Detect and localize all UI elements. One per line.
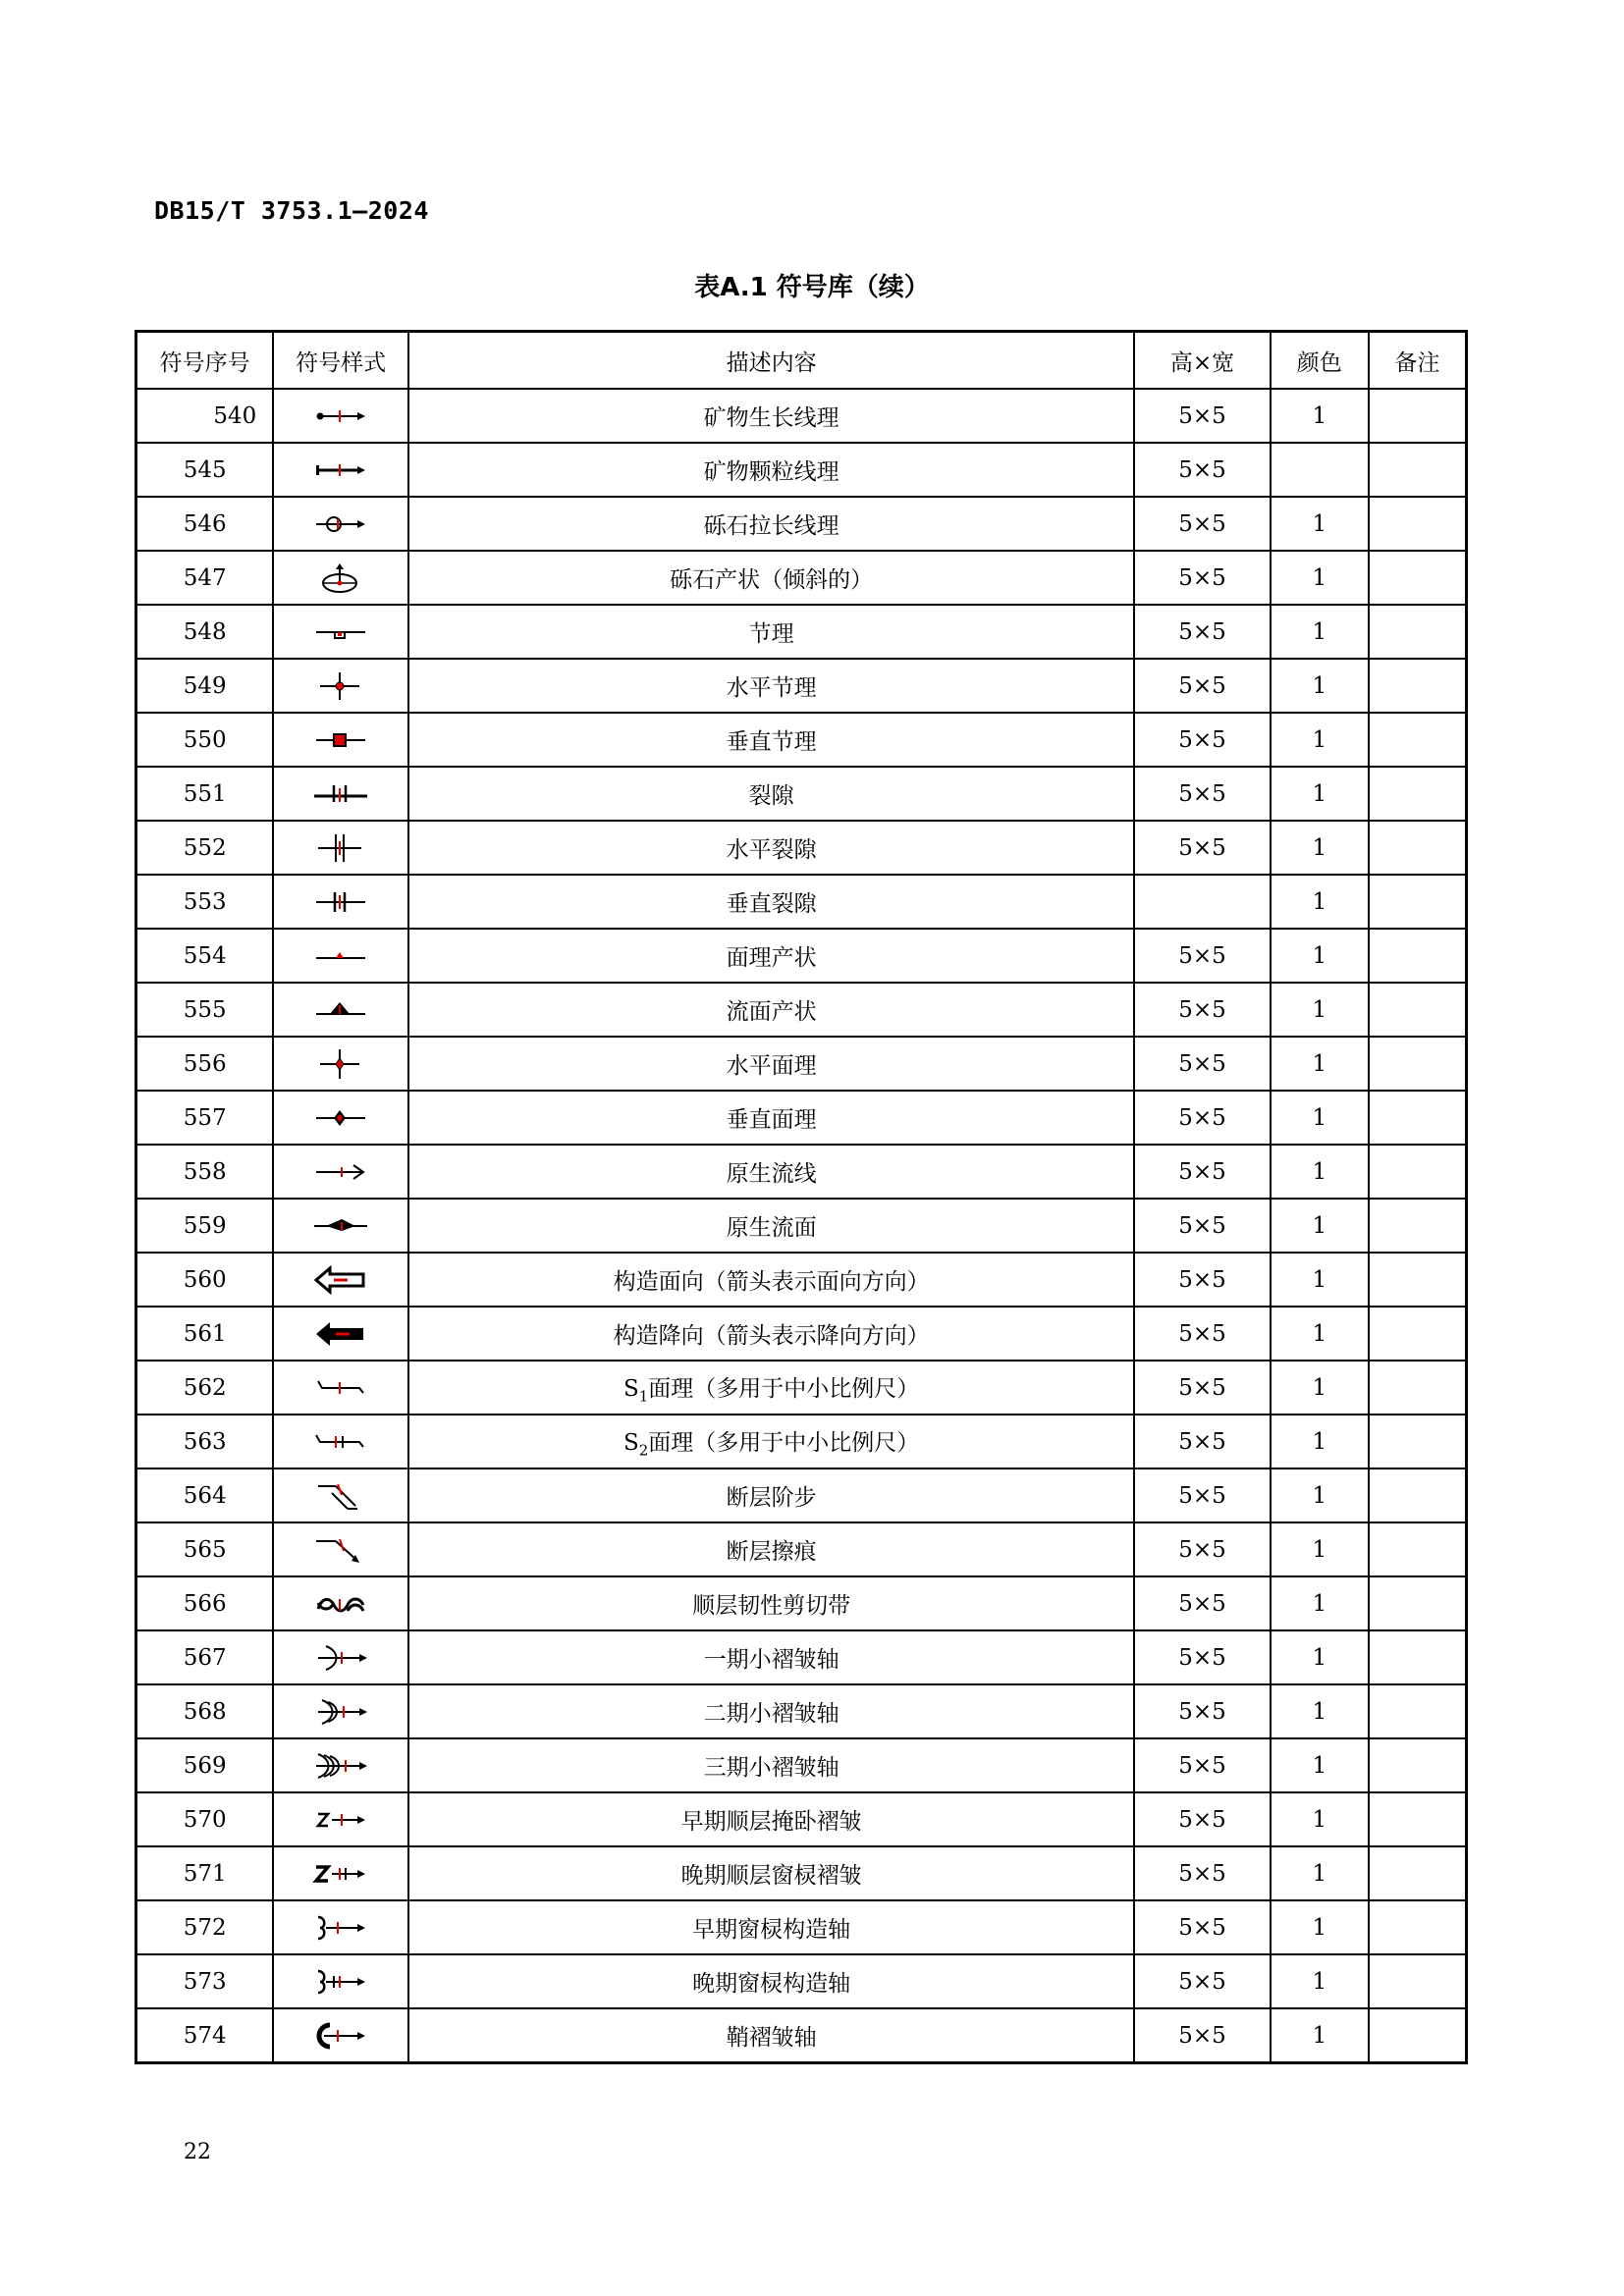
cell-symbol-style xyxy=(273,983,408,1037)
cell-description: 原生流面 xyxy=(408,1199,1134,1253)
table-row xyxy=(136,1576,1467,1630)
cell-note xyxy=(1369,1576,1467,1630)
line-open-arrow-icon xyxy=(312,1157,369,1187)
cell-symbol-style xyxy=(273,1846,408,1900)
line-box-icon xyxy=(312,725,369,755)
cell-color: 1 xyxy=(1271,1037,1369,1091)
table-row xyxy=(136,1253,1467,1307)
fold-3-icon xyxy=(312,1751,369,1781)
cell-description xyxy=(408,1415,1134,1468)
cell-symbol-style xyxy=(273,1900,408,1954)
s2-hooks-icon xyxy=(312,1427,369,1457)
page-number: 22 xyxy=(184,2140,211,2164)
cell-symbol-id: 566 xyxy=(136,1576,274,1630)
table-row xyxy=(136,1846,1467,1900)
cell-symbol-id: 549 xyxy=(136,659,274,713)
table-row xyxy=(136,1900,1467,1954)
fold-2-icon xyxy=(312,1697,369,1727)
cell-description: 三期小褶皱轴 xyxy=(408,1738,1134,1792)
cell-symbol-id: 558 xyxy=(136,1145,274,1199)
table-row xyxy=(136,1199,1467,1253)
cell-symbol-style xyxy=(273,1307,408,1361)
description-subscript: 2 xyxy=(638,1441,649,1460)
fault-step-icon xyxy=(312,1481,369,1511)
cell-note xyxy=(1369,1145,1467,1199)
cell-symbol-id: 546 xyxy=(136,497,274,551)
z-arrow-bold-icon xyxy=(312,1859,369,1889)
cell-description: 垂直裂隙 xyxy=(408,875,1134,929)
cell-description: 水平面理 xyxy=(408,1037,1134,1091)
cell-symbol-id: 553 xyxy=(136,875,274,929)
cell-symbol-style xyxy=(273,497,408,551)
c-arrow-icon xyxy=(312,2021,369,2051)
cell-description: 早期顺层掩卧褶皱 xyxy=(408,1792,1134,1846)
table-row xyxy=(136,1954,1467,2008)
cell-size: 5×5 xyxy=(1134,1415,1271,1468)
cross-dot-icon xyxy=(312,671,369,701)
cell-note xyxy=(1369,1954,1467,2008)
cell-description: 砾石拉长线理 xyxy=(408,497,1134,551)
circle-line-arrow-icon xyxy=(312,509,369,539)
table-row xyxy=(136,1468,1467,1522)
cell-symbol-id: 555 xyxy=(136,983,274,1037)
col-header-size: 高×宽 xyxy=(1134,332,1271,390)
cell-symbol-id: 564 xyxy=(136,1468,274,1522)
cell-description: 二期小褶皱轴 xyxy=(408,1684,1134,1738)
cell-symbol-style xyxy=(273,1199,408,1253)
cell-symbol-style xyxy=(273,1253,408,1307)
table-row xyxy=(136,2008,1467,2063)
cell-size: 5×5 xyxy=(1134,551,1271,605)
cell-symbol-style xyxy=(273,1630,408,1684)
cell-color: 1 xyxy=(1271,605,1369,659)
cell-color: 1 xyxy=(1271,1307,1369,1361)
cell-symbol-id: 567 xyxy=(136,1630,274,1684)
col-header-symbol: 符号样式 xyxy=(273,332,408,390)
cell-color xyxy=(1271,443,1369,497)
cell-color: 1 xyxy=(1271,983,1369,1037)
cell-description: 鞘褶皱轴 xyxy=(408,2008,1134,2063)
cell-size: 5×5 xyxy=(1134,1846,1271,1900)
cell-size: 5×5 xyxy=(1134,821,1271,875)
cross-double-icon xyxy=(312,833,369,863)
cell-note xyxy=(1369,1522,1467,1576)
cell-note xyxy=(1369,659,1467,713)
z-arrow-icon xyxy=(312,1805,369,1835)
description-prefix: S xyxy=(623,1375,639,1402)
cell-color: 1 xyxy=(1271,389,1369,443)
cell-note xyxy=(1369,605,1467,659)
cell-note xyxy=(1369,443,1467,497)
cross-diamond-icon xyxy=(312,1049,369,1079)
cell-symbol-style xyxy=(273,1684,408,1738)
cell-note xyxy=(1369,1253,1467,1307)
cell-symbol-id: 570 xyxy=(136,1792,274,1846)
cell-description: 构造面向（箭头表示面向方向） xyxy=(408,1253,1134,1307)
cell-description: 顺层韧性剪切带 xyxy=(408,1576,1134,1630)
cell-note xyxy=(1369,1846,1467,1900)
cell-symbol-id: 562 xyxy=(136,1361,274,1415)
col-header-color: 颜色 xyxy=(1271,332,1369,390)
cell-symbol-id: 540 xyxy=(136,389,274,443)
cell-size: 5×5 xyxy=(1134,1522,1271,1576)
cell-symbol-id: 563 xyxy=(136,1415,274,1468)
cell-note xyxy=(1369,1468,1467,1522)
solid-left-arrow-icon xyxy=(312,1319,369,1349)
cell-symbol-id: 545 xyxy=(136,443,274,497)
cell-size: 5×5 xyxy=(1134,1954,1271,2008)
cell-color: 1 xyxy=(1271,1415,1369,1468)
cell-color: 1 xyxy=(1271,659,1369,713)
cell-description: 水平裂隙 xyxy=(408,821,1134,875)
cell-symbol-id: 554 xyxy=(136,929,274,983)
table-row xyxy=(136,929,1467,983)
cell-color: 1 xyxy=(1271,1630,1369,1684)
table-row xyxy=(136,713,1467,767)
table-row xyxy=(136,551,1467,605)
cell-description: 垂直节理 xyxy=(408,713,1134,767)
cell-description: 构造降向（箭头表示降向方向） xyxy=(408,1307,1134,1361)
cell-symbol-id: 559 xyxy=(136,1199,274,1253)
table-title: 表A.1 符号库（续） xyxy=(694,273,930,302)
cell-color: 1 xyxy=(1271,1576,1369,1630)
cell-color: 1 xyxy=(1271,551,1369,605)
cell-symbol-style xyxy=(273,551,408,605)
table-row xyxy=(136,1091,1467,1145)
cell-color: 1 xyxy=(1271,1253,1369,1307)
cell-color: 1 xyxy=(1271,1199,1369,1253)
cell-color: 1 xyxy=(1271,1954,1369,2008)
col-header-note: 备注 xyxy=(1369,332,1467,390)
cell-description: 矿物颗粒线理 xyxy=(408,443,1134,497)
table-row xyxy=(136,659,1467,713)
cell-color: 1 xyxy=(1271,1145,1369,1199)
cell-size: 5×5 xyxy=(1134,1361,1271,1415)
cell-size: 5×5 xyxy=(1134,1630,1271,1684)
dot-line-arrow-icon xyxy=(312,401,369,431)
cell-symbol-style xyxy=(273,821,408,875)
cell-size: 5×5 xyxy=(1134,767,1271,821)
cell-symbol-style xyxy=(273,713,408,767)
cell-size: 5×5 xyxy=(1134,659,1271,713)
cell-color: 1 xyxy=(1271,713,1369,767)
cell-description: 面理产状 xyxy=(408,929,1134,983)
cell-symbol-style xyxy=(273,389,408,443)
cell-size: 5×5 xyxy=(1134,1091,1271,1145)
cell-note xyxy=(1369,1630,1467,1684)
cell-size: 5×5 xyxy=(1134,983,1271,1037)
table-row xyxy=(136,443,1467,497)
shear-band-icon xyxy=(312,1589,369,1619)
cell-note xyxy=(1369,497,1467,551)
cell-symbol-id: 551 xyxy=(136,767,274,821)
cell-description: 断层阶步 xyxy=(408,1468,1134,1522)
cell-note xyxy=(1369,1199,1467,1253)
cell-note xyxy=(1369,1361,1467,1415)
cell-symbol-style xyxy=(273,1576,408,1630)
cell-symbol-id: 571 xyxy=(136,1846,274,1900)
cell-symbol-style xyxy=(273,875,408,929)
e-arrow-2-icon xyxy=(312,1967,369,1997)
cell-note xyxy=(1369,1900,1467,1954)
table-row xyxy=(136,875,1467,929)
cell-color: 1 xyxy=(1271,821,1369,875)
cell-description: 晚期顺层窗棂褶皱 xyxy=(408,1846,1134,1900)
cell-size: 5×5 xyxy=(1134,1037,1271,1091)
description-subscript: 1 xyxy=(638,1387,649,1406)
cell-symbol-style xyxy=(273,1522,408,1576)
cell-description xyxy=(408,1361,1134,1415)
cell-symbol-style xyxy=(273,1091,408,1145)
table-row xyxy=(136,1307,1467,1361)
table-row xyxy=(136,389,1467,443)
cell-color: 1 xyxy=(1271,1091,1369,1145)
cell-size: 5×5 xyxy=(1134,1307,1271,1361)
bar-line-arrow-icon xyxy=(312,455,369,485)
cell-description: 节理 xyxy=(408,605,1134,659)
cell-description: 矿物生长线理 xyxy=(408,389,1134,443)
cell-size: 5×5 xyxy=(1134,1468,1271,1522)
cell-description: 原生流线 xyxy=(408,1145,1134,1199)
cell-symbol-id: 565 xyxy=(136,1522,274,1576)
line-half-box-icon xyxy=(312,617,369,647)
cell-color: 1 xyxy=(1271,1361,1369,1415)
cell-color: 1 xyxy=(1271,2008,1369,2063)
cell-note xyxy=(1369,1307,1467,1361)
col-header-id: 符号序号 xyxy=(136,332,274,390)
table-row xyxy=(136,983,1467,1037)
ellipse-up-arrow-icon xyxy=(312,563,369,593)
table-row xyxy=(136,1037,1467,1091)
table-row xyxy=(136,1630,1467,1684)
cell-color: 1 xyxy=(1271,1738,1369,1792)
cell-description: 流面产状 xyxy=(408,983,1134,1037)
cell-note xyxy=(1369,1415,1467,1468)
cell-symbol-style xyxy=(273,767,408,821)
table-row xyxy=(136,1684,1467,1738)
cell-color: 1 xyxy=(1271,767,1369,821)
cell-symbol-style xyxy=(273,1415,408,1468)
cell-symbol-id: 550 xyxy=(136,713,274,767)
cell-size: 5×5 xyxy=(1134,1199,1271,1253)
cell-note xyxy=(1369,875,1467,929)
table-row xyxy=(136,767,1467,821)
cell-symbol-style xyxy=(273,1792,408,1846)
hollow-left-arrow-icon xyxy=(312,1265,369,1295)
cell-symbol-style xyxy=(273,1037,408,1091)
cell-color: 1 xyxy=(1271,1468,1369,1522)
cell-description: 水平节理 xyxy=(408,659,1134,713)
cell-symbol-id: 557 xyxy=(136,1091,274,1145)
table-row xyxy=(136,497,1467,551)
line-ticks-icon xyxy=(312,779,369,809)
cell-size: 5×5 xyxy=(1134,1738,1271,1792)
table-row xyxy=(136,1145,1467,1199)
cell-size: 5×5 xyxy=(1134,443,1271,497)
cell-color: 1 xyxy=(1271,497,1369,551)
cell-note xyxy=(1369,1792,1467,1846)
cell-size: 5×5 xyxy=(1134,1253,1271,1307)
table-row xyxy=(136,1738,1467,1792)
table-row xyxy=(136,1522,1467,1576)
cell-size: 5×5 xyxy=(1134,1576,1271,1630)
cell-symbol-id: 573 xyxy=(136,1954,274,2008)
cell-symbol-style xyxy=(273,1361,408,1415)
cell-color: 1 xyxy=(1271,1900,1369,1954)
cell-size: 5×5 xyxy=(1134,1792,1271,1846)
line-double-icon xyxy=(312,887,369,917)
cell-symbol-style xyxy=(273,929,408,983)
cell-color: 1 xyxy=(1271,929,1369,983)
cell-symbol-style xyxy=(273,605,408,659)
cell-size: 5×5 xyxy=(1134,605,1271,659)
cell-note xyxy=(1369,389,1467,443)
cell-size: 5×5 xyxy=(1134,497,1271,551)
table-row xyxy=(136,1361,1467,1415)
cell-description: 垂直面理 xyxy=(408,1091,1134,1145)
cell-size: 5×5 xyxy=(1134,2008,1271,2063)
col-header-description: 描述内容 xyxy=(408,332,1134,390)
line-wedge-icon xyxy=(312,1211,369,1241)
cell-note xyxy=(1369,983,1467,1037)
cell-note xyxy=(1369,929,1467,983)
cell-symbol-style xyxy=(273,1468,408,1522)
table-header-row xyxy=(136,332,1467,390)
cell-symbol-id: 552 xyxy=(136,821,274,875)
fold-1-icon xyxy=(312,1643,369,1673)
cell-description: 砾石产状（倾斜的） xyxy=(408,551,1134,605)
cell-symbol-id: 569 xyxy=(136,1738,274,1792)
cell-note xyxy=(1369,1738,1467,1792)
cell-note xyxy=(1369,1684,1467,1738)
cell-description: 断层擦痕 xyxy=(408,1522,1134,1576)
s1-hooks-icon xyxy=(312,1373,369,1403)
cell-color: 1 xyxy=(1271,1846,1369,1900)
cell-description: 晚期窗棂构造轴 xyxy=(408,1954,1134,2008)
description-prefix: S xyxy=(623,1429,639,1456)
cell-size xyxy=(1134,875,1271,929)
cell-symbol-style xyxy=(273,2008,408,2063)
cell-note xyxy=(1369,2008,1467,2063)
cell-symbol-id: 561 xyxy=(136,1307,274,1361)
table-row xyxy=(136,821,1467,875)
cell-symbol-style xyxy=(273,1145,408,1199)
cell-color: 1 xyxy=(1271,875,1369,929)
cell-symbol-style xyxy=(273,1954,408,2008)
cell-color: 1 xyxy=(1271,1792,1369,1846)
cell-symbol-id: 556 xyxy=(136,1037,274,1091)
document-code: DB15/T 3753.1—2024 xyxy=(154,196,429,225)
cell-note xyxy=(1369,1091,1467,1145)
table-row xyxy=(136,1415,1467,1468)
table-row xyxy=(136,605,1467,659)
cell-note xyxy=(1369,1037,1467,1091)
cell-description: 裂隙 xyxy=(408,767,1134,821)
cell-size: 5×5 xyxy=(1134,1145,1271,1199)
cell-note xyxy=(1369,713,1467,767)
cell-symbol-id: 548 xyxy=(136,605,274,659)
line-tri-icon xyxy=(312,995,369,1025)
cell-symbol-style xyxy=(273,1738,408,1792)
e-arrow-icon xyxy=(312,1913,369,1943)
cell-description: 一期小褶皱轴 xyxy=(408,1630,1134,1684)
cell-symbol-id: 572 xyxy=(136,1900,274,1954)
fault-striation-icon xyxy=(312,1535,369,1565)
cell-note xyxy=(1369,767,1467,821)
cell-color: 1 xyxy=(1271,1522,1369,1576)
cell-note xyxy=(1369,821,1467,875)
line-small-tri-icon xyxy=(312,941,369,971)
cell-symbol-style xyxy=(273,443,408,497)
cell-note xyxy=(1369,551,1467,605)
cell-color: 1 xyxy=(1271,1684,1369,1738)
cell-size: 5×5 xyxy=(1134,713,1271,767)
cell-size: 5×5 xyxy=(1134,929,1271,983)
table-row xyxy=(136,1792,1467,1846)
cell-symbol-id: 574 xyxy=(136,2008,274,2063)
description-text: 面理（多用于中小比例尺） xyxy=(648,1429,920,1456)
cell-size: 5×5 xyxy=(1134,1684,1271,1738)
line-diamond-icon xyxy=(312,1103,369,1133)
cell-symbol-id: 568 xyxy=(136,1684,274,1738)
cell-description: 早期窗棂构造轴 xyxy=(408,1900,1134,1954)
description-text: 面理（多用于中小比例尺） xyxy=(648,1375,920,1402)
symbol-table xyxy=(135,330,1468,2064)
cell-size: 5×5 xyxy=(1134,389,1271,443)
cell-symbol-style xyxy=(273,659,408,713)
cell-symbol-id: 547 xyxy=(136,551,274,605)
cell-symbol-id: 560 xyxy=(136,1253,274,1307)
cell-size: 5×5 xyxy=(1134,1900,1271,1954)
